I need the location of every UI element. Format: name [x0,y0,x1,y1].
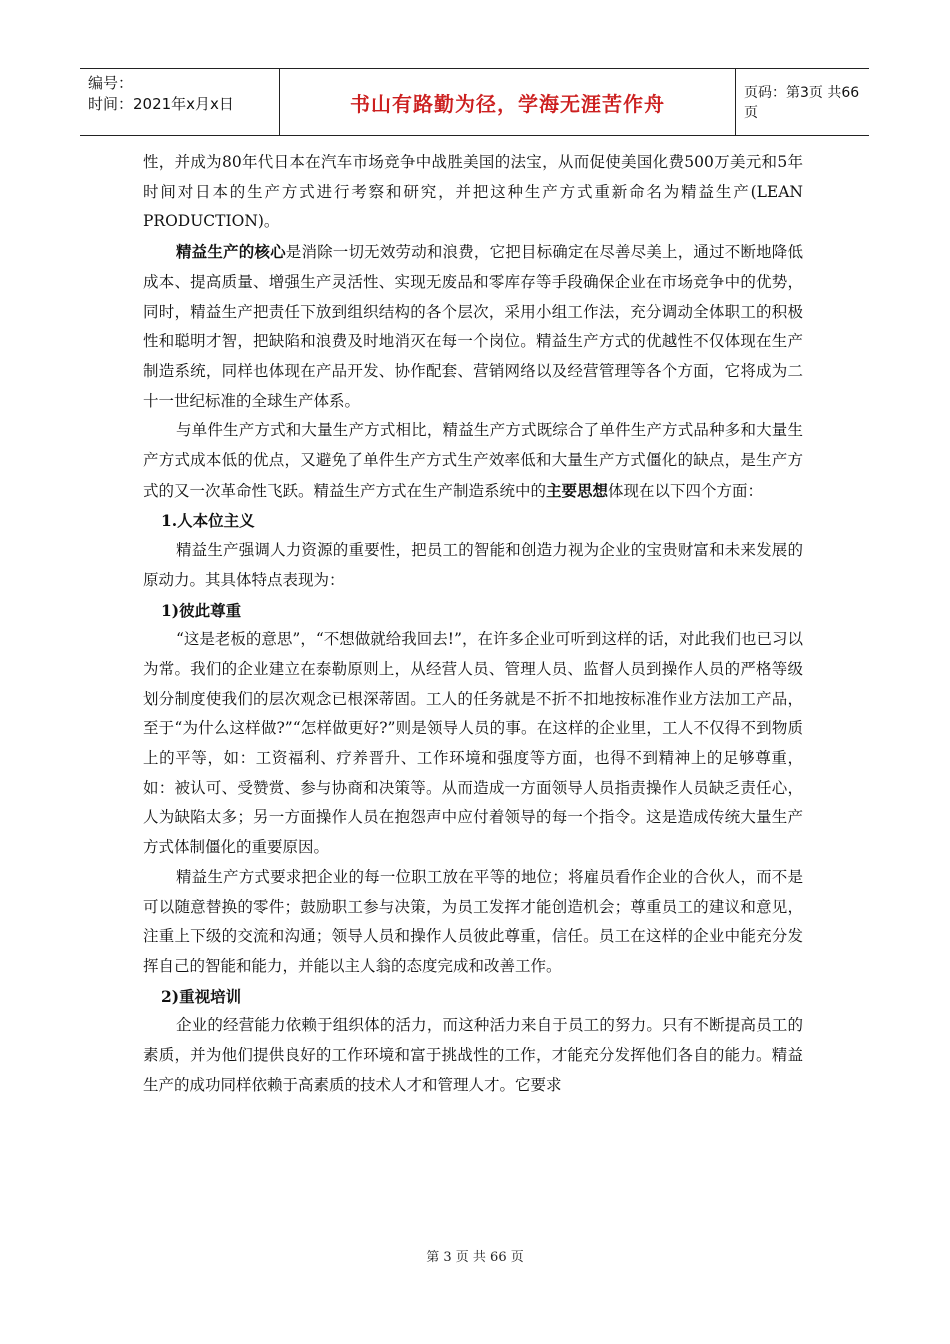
document-body [143,148,803,1101]
document-number-label: 编号： [88,74,134,92]
header-motto-cell [280,69,736,135]
paragraph-equal-status: 精益生产方式要求把企业的每一位职工放在平等的地位；将雇员看作企业的合伙人，而不是可以随意替换的零件；鼓励职工参与决策，为员工发挥才能创造机会；尊重员工的建议和意见，注重上下级的交流和沟通；领导人员和操作人员彼此尊重，信任。员工在这样的企业中能充分发挥自己的智能和能力，并能以主人翁的态度完成和改善工作。 [143,867,803,975]
section-heading-humanism: 1.人本位主义 [161,511,255,531]
paragraph-lean-core [143,237,803,416]
subsection-heading-training: 2)重视培训 [161,986,242,1006]
header-meta-cell [80,69,280,135]
paragraph-lean-core-text: 是消除一切无效劳动和浪费，它把目标确定在尽善尽美上，通过不断地降低成本、提高质量、增强生产灵活性、实现无废品和零库存等手段确保企业在市场竞争中的优势，同时，精益生产把责任下放到组织结构的各个层次，采用小组工作法，充分调动全体职工的积极性和聪明才智，把缺陷和浪费及时地消灭在每一个岗位。精益生产方式的优越性不仅体现在生产制造系统，同样也体现在产品开发、协作配套、营销网络以及经营管理等各个方面，它将成为二十一世纪标准的全球生产体系。 [143,243,803,410]
bold-term-main-ideas: 主要思想 [546,480,609,500]
paragraph-continuation: 性，并成为80年代日本在汽车市场竞争中战胜美国的法宝，从而促使美国化费500万美元和5年时间对日本的生产方式进行考察和研究，并把这种生产方式重新命名为精益生产(LEAN PRODUCTION)。 [143,153,803,231]
header-page-cell [736,69,869,135]
header-motto: 书山有路勤为径，学海无涯苦作舟 [350,91,665,116]
paragraph-human-resources: 精益生产强调人力资源的重要性，把员工的智能和创造力视为企业的宝贵财富和未来发展的原动力。其具体特点表现为： [143,541,803,589]
paragraph-comparison-end: 体现在以下四个方面： [608,481,764,500]
header-table [80,68,869,136]
header-page-info: 页码：第3页 共66页 [744,85,860,121]
paragraph-comparison-text: 与单件生产方式和大量生产方式相比，精益生产方式既综合了单件生产方式品种多和大量生产方式成本低的优点，又避免了单件生产方式生产效率低和大量生产方式僵化的缺点，是生产方式的又一次革命性飞跃。精益生产方式在生产制造系统中的 [143,421,803,500]
subsection-heading-mutual-respect: 1)彼此尊重 [161,600,242,620]
page-footer: 第 3 页 共 66 页 [426,1250,524,1265]
paragraph-comparison [143,416,803,506]
bold-term-lean-core: 精益生产的核心 [176,242,286,262]
paragraph-training: 企业的经营能力依赖于组织体的活力，而这种活力来自于员工的努力。只有不断提高员工的素质，并为他们提供良好的工作环境和富于挑战性的工作，才能充分发挥他们各自的能力。精益生产的成功同样依赖于高素质的技术人才和管理人才。它要求 [143,1016,803,1094]
document-date-label: 时间：2021年x月x日 [88,95,234,113]
paragraph-mutual-respect: “这是老板的意思”，“不想做就给我回去!”，在许多企业可听到这样的话，对此我们也已习以为常。我们的企业建立在泰勒原则上，从经营人员、管理人员、监督人员到操作人员的严格等级划分制度使我们的层次观念已根深蒂固。工人的任务就是不折不扣地按标准作业方法加工产品，至于“为什么这样做?”“怎样做更好?”则是领导人员的事。在这样的企业里，工人不仅得不到物质上的平等，如：工资福利、疗养晋升、工作环境和强度等方面，也得不到精神上的足够尊重，如：被认可、受赞赏、参与协商和决策等。从而造成一方面领导人员指责操作人员缺乏责任心，人为缺陷太多；另一方面操作人员在抱怨声中应付着领导的每一个指令。这是造成传统大量生产方式体制僵化的重要原因。 [143,630,803,857]
